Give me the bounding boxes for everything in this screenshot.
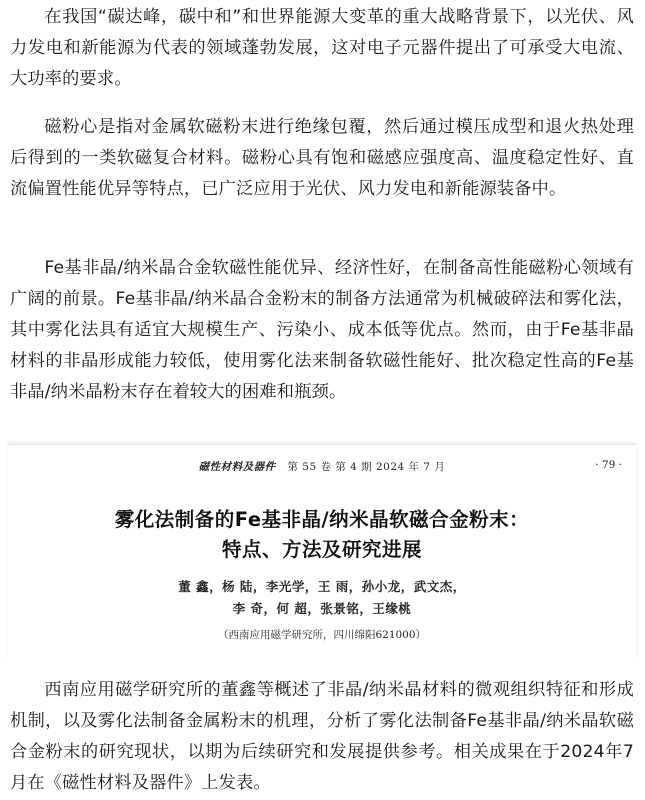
authors-line-1: 董 鑫，杨 陆，李光学，王 雨，孙小龙，武文杰， <box>178 579 466 594</box>
page-number: · 79 · <box>595 459 622 471</box>
intro-paragraph: 在我国“碳达峰，碳中和”和世界能源大变革的重大战略背景下，以光伏、风力发电和新能源为代表的领域蓬勃发展，这对电子元器件提出了可承受大电流、大功率的要求。 <box>10 7 634 89</box>
paper-title-line-2: 特点、方法及研究进展 <box>221 538 422 561</box>
paper-title-line-1: 雾化法制备的Fe基非晶/纳米晶软磁合金粉末： <box>114 508 530 531</box>
fe-amorphous-paragraph: Fe基非晶/纳米晶合金软磁性能优异、经济性好，在制备高性能磁粉心领域有广阔的前景。Fe基非晶/纳米晶合金粉末的制备方法通常为机械破碎法和雾化法，其中雾化法具有适宜大规模生产、污染小、成本低等优点。然而，由于Fe基非晶材料的非晶形成能力较低，使用雾化法来制备软磁性能好、批次稳定性高的Fe基非晶/纳米晶粉末存在着较大的困难和瓶颈。 <box>10 258 634 402</box>
authors <box>8 576 636 620</box>
journal-name: 磁性材料及器件 <box>198 461 276 473</box>
journal-page-snippet <box>8 444 636 659</box>
powder-core-paragraph: 磁粉心是指对金属软磁粉末进行绝缘包覆，然后通过模压成型和退火热处理后得到的一类软磁复合材料。磁粉心具有饱和磁感应强度高、温度稳定性好、直流偏置性能优异等特点，已广泛应用于光伏、风力发电和新能源装备中。 <box>10 117 634 199</box>
affiliation: （西南应用磁学研究所，四川绵阳621000） <box>217 629 427 641</box>
authors-line-2: 李 奇，何 超，张景铭，王缘桃 <box>232 601 412 616</box>
issue-info: 第 55 卷 第 4 期 2024 年 7 月 <box>287 461 446 473</box>
summary-paragraph: 西南应用磁学研究所的董鑫等概述了非晶/纳米晶材料的微观组织特征和形成机制，以及雾化法制备金属粉末的机理，分析了雾化法制备Fe基非晶/纳米晶软磁合金粉末的研究现状，以期为后续研究和发展提供参考。相关成果在于2024年7月在《磁性材料及器件》上发表。 <box>10 680 634 793</box>
paper-title <box>8 505 636 565</box>
